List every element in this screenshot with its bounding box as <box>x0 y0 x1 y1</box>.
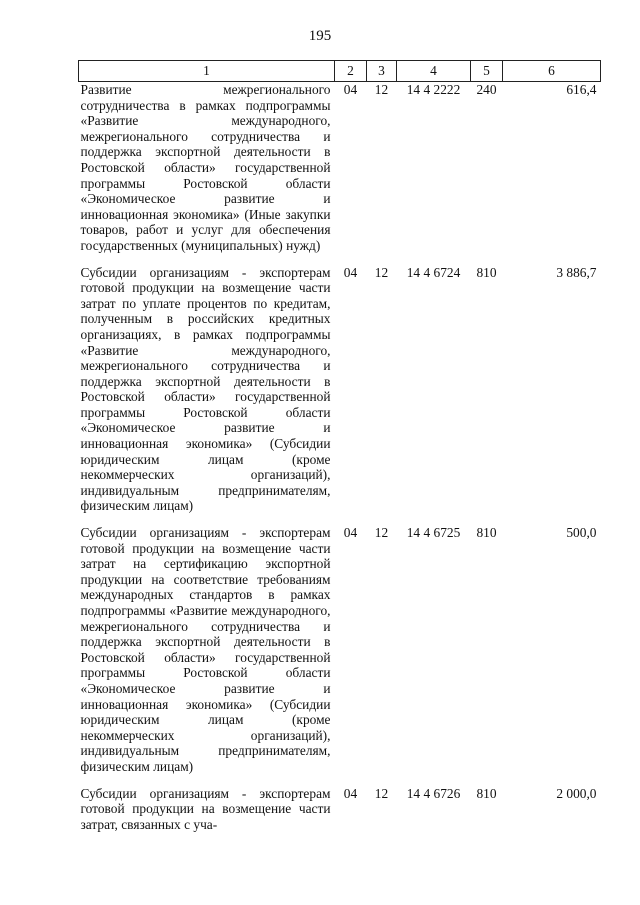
row-target-article: 14 4 6724 <box>406 264 461 280</box>
row-description: Развитие межрегионального сотрудничества в рамках подпрограммы «Развитие международного, межрегионального сотрудничества и поддержка экспортной деятельности в Ростовской области» государственной программы Ростовской области «Экономическое развитие и инновационная экономика» (Иные закупки товаров, работ и услуг для обеспечения государственных (муниципальных) нужд) <box>80 82 331 253</box>
header-col-1: 1 <box>79 61 335 82</box>
header-col-6: 6 <box>503 61 601 82</box>
row-section: 04 <box>343 264 358 280</box>
row-subsection: 12 <box>374 785 389 801</box>
page-number: 195 <box>308 28 332 44</box>
row-amount: 616,4 <box>566 82 597 97</box>
row-description: Субсидии организациям - экспортерам готовой продукции на возмещение части затрат на сертификацию экспортной продукции на соответствие требованиям международных стандартов в рамках подпрограммы «Развитие международного, межрегионального сотрудничества и поддержка экспортной деятельности в Ростовской области» государственной программы Ростовской области «Экономическое развитие и инновационная экономика» (Субсидии юридическим лицам (кроме некоммерческих организаций), индивидуальным предпринимателям, физическим лицам) <box>80 525 331 774</box>
row-section: 04 <box>343 785 358 801</box>
header-col-4: 4 <box>397 61 471 82</box>
row-expense-type: 810 <box>476 785 497 801</box>
table-row <box>79 786 601 844</box>
row-section: 04 <box>343 525 358 541</box>
row-subsection: 12 <box>374 264 389 280</box>
budget-table <box>78 60 601 843</box>
table-row <box>79 525 601 786</box>
row-section: 04 <box>343 82 358 97</box>
row-amount: 3 886,7 <box>556 264 597 280</box>
row-description: Субсидии организациям - экспортерам готовой продукции на возмещение части затрат по уплате процентов по кредитам, полученным в российских кредитных организациях, в рамках подпрограммы «Развитие международного, межрегионального сотрудничества и поддержка экспортной деятельности в Ростовской области» государственной программы Ростовской области «Экономическое развитие и инновационная экономика» (Субсидии юридическим лицам (кроме некоммерческих организаций), индивидуальным предпринимателям, физическим лицам) <box>80 264 331 514</box>
row-subsection: 12 <box>374 525 389 541</box>
table-row <box>79 265 601 526</box>
table-header <box>79 61 601 82</box>
row-target-article: 14 4 6726 <box>406 785 461 801</box>
header-row <box>79 61 601 82</box>
row-description: Субсидии организациям - экспортерам готовой продукции на возмещение части затрат, связанных с уча- <box>80 785 331 832</box>
row-expense-type: 810 <box>476 264 497 280</box>
row-target-article: 14 4 6725 <box>406 525 461 541</box>
row-subsection: 12 <box>374 82 389 97</box>
table-body <box>79 82 601 844</box>
row-amount: 500,0 <box>566 525 597 541</box>
row-expense-type: 810 <box>476 525 497 541</box>
row-amount: 2 000,0 <box>556 785 597 801</box>
header-col-5: 5 <box>471 61 503 82</box>
table-row <box>79 82 601 265</box>
header-col-3: 3 <box>367 61 397 82</box>
row-expense-type: 240 <box>476 82 497 97</box>
row-target-article: 14 4 2222 <box>406 82 461 97</box>
header-col-2: 2 <box>335 61 367 82</box>
